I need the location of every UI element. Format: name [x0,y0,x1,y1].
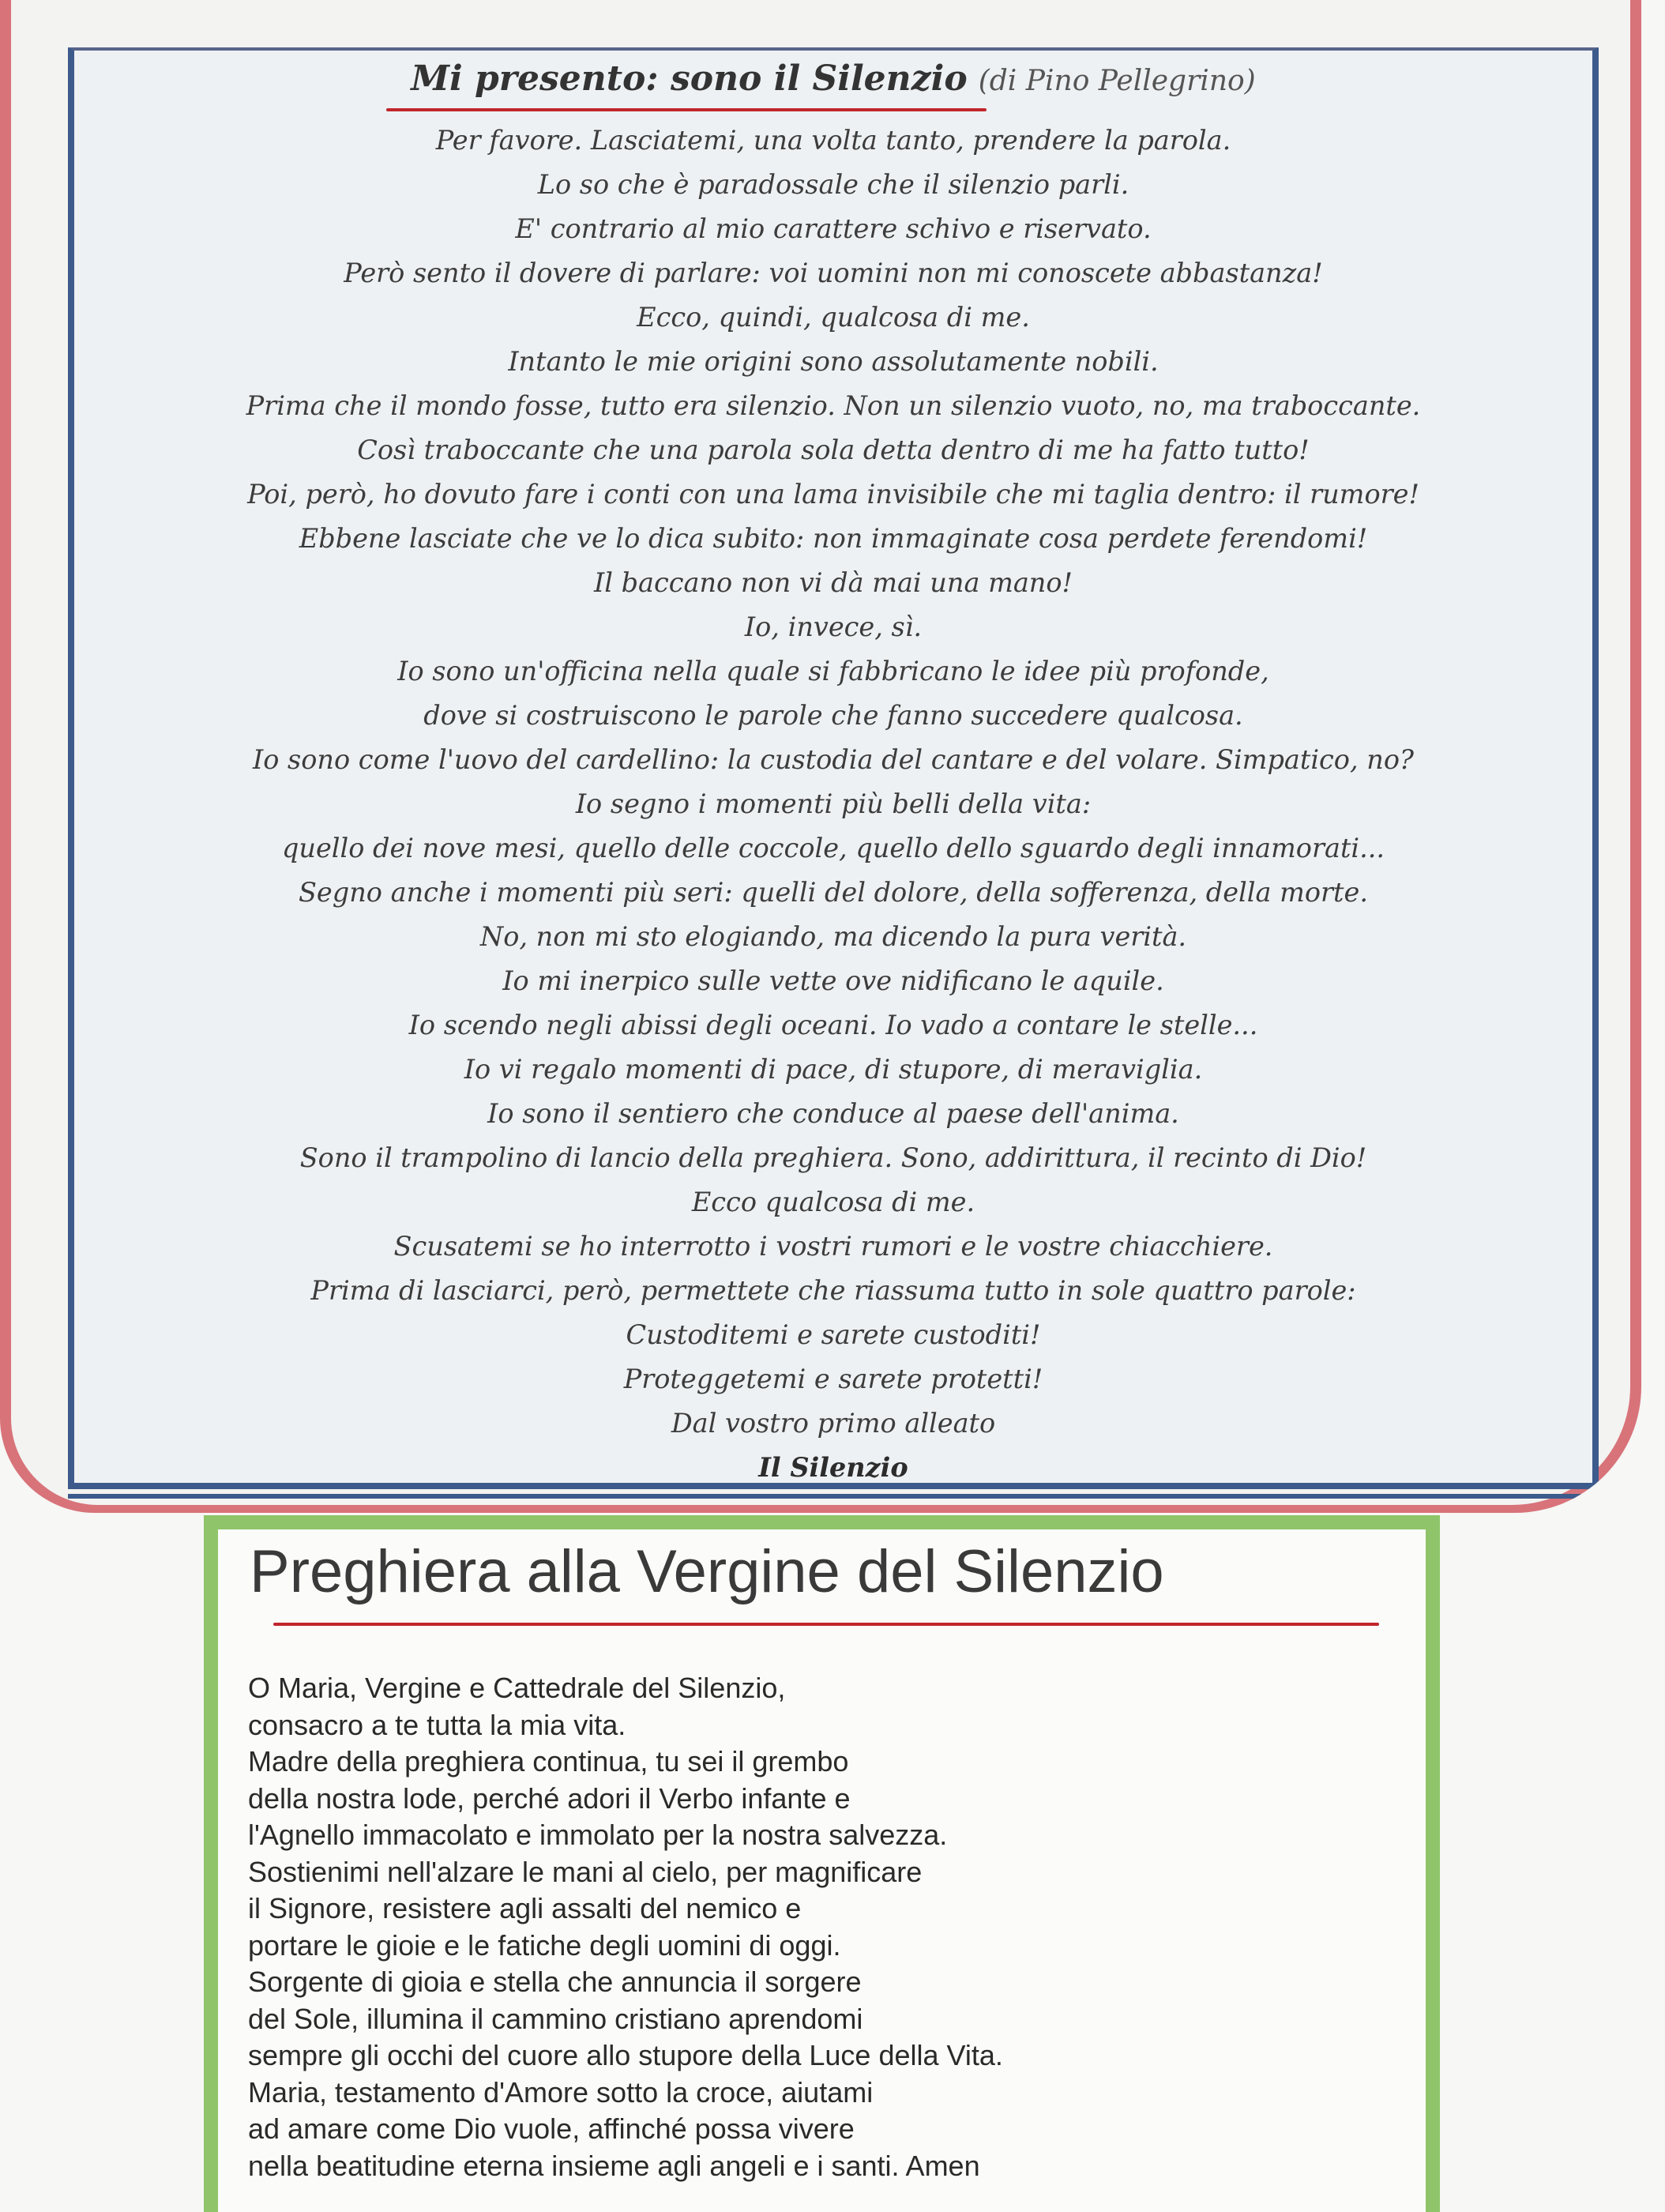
poem-line: Proteggetemi e sarete protetti! [623,1364,1043,1394]
poem-line: Prima di lasciarci, però, permettete che riassuma tutto in sole quattro parole: [310,1275,1356,1306]
prayer-line: del Sole, illumina il cammino cristiano aprendomi [248,2002,863,2035]
poem-line: Io sono come l'uovo del cardellino: la custodia del cantare e del volare. Simpatico, no? [253,744,1414,775]
prayer-line: Sorgente di gioia e stella che annuncia il sorgere [248,1966,862,1998]
poem-line: Scusatemi se ho interrotto i vostri rumori e le vostre chiacchiere. [393,1231,1273,1262]
poem-title-row [74,58,1592,99]
prayer-lines [248,1670,1003,2184]
poem-line: Custoditemi e sarete custoditi! [626,1319,1041,1350]
poem-line: Io, invece, sì. [744,611,923,642]
poem-line: Segno anche i momenti più seri: quelli del dolore, della sofferenza, della morte. [298,877,1368,908]
prayer-line: nella beatitudine eterna insieme agli angeli e i santi. Amen [248,2149,980,2182]
prayer-line: consacro a te tutta la mia vita. [248,1708,626,1741]
prayer-line: ad amare come Dio vuole, affinché possa vivere [248,2112,855,2145]
prayer-line: della nostra lode, perché adori il Verbo infante e [248,1781,851,1815]
prayer-line: Madre della preghiera continua, tu sei il grembo [248,1745,849,1778]
prayer-line: Maria, testamento d'Amore sotto la croce, aiutami [248,2075,874,2109]
poem-line: Dal vostro primo alleato [671,1408,996,1439]
poem-line: Io segno i momenti più belli della vita: [575,788,1092,819]
poem-line: quello dei nove mesi, quello delle coccole, quello dello sguardo degli innamorati... [281,833,1385,863]
poem-line: Io mi inerpico sulle vette ove nidificano le aquile. [502,965,1164,996]
prayer-title-underline [273,1623,1379,1626]
poem-line: Io sono il sentiero che conduce al paese dell'anima. [487,1098,1179,1129]
poem-line: Ecco, quindi, qualcosa di me. [637,302,1030,333]
prayer-card [204,1515,1440,2212]
poem-line: Sono il trampolino di lancio della preghiera. Sono, addirittura, il recinto di Dio! [299,1142,1367,1173]
prayer-line: Sostienimi nell'alzare le mani al cielo, per magnificare [248,1855,923,1888]
prayer-line: portare le gioie e le fatiche degli uomini di oggi. [248,1928,841,1962]
poem-title: Mi presento: sono il Silenzio [411,58,968,99]
poem-line: No, non mi sto elogiando, ma dicendo la pura verità. [479,921,1187,952]
poem-signature: Il Silenzio [758,1452,908,1483]
prayer-panel [218,1529,1426,2212]
poem-line: Lo so che è paradossale che il silenzio parli. [537,169,1129,200]
prayer-line: O Maria, Vergine e Cattedrale del Silenzio, [248,1672,786,1704]
prayer-line: il Signore, resistere agli assalti del nemico e [248,1892,802,1924]
prayer-line: l'Agnello immacolato e immolato per la nostra salvezza. [248,1819,948,1851]
poem-frame [68,47,1599,1489]
prayer-line: sempre gli occhi del cuore allo stupore della Luce della Vita. [248,2039,1003,2071]
poem-lines [74,118,1592,1490]
poem-author: (di Pino Pellegrino) [978,65,1256,97]
prayer-title: Preghiera alla Vergine del Silenzio [250,1538,1164,1605]
poem-line: dove si costruiscono le parole che fanno succedere qualcosa. [423,700,1243,731]
poem-line: Prima che il mondo fosse, tutto era silenzio. Non un silenzio vuoto, no, ma traboccante. [246,390,1421,421]
poem-line: Io scendo negli abissi degli oceani. Io vado a contare le stelle... [408,1010,1258,1040]
poem-line: Il baccano non vi dà mai una mano! [593,567,1073,598]
poem-line: E' contrario al mio carattere schivo e riservato. [515,213,1152,244]
poem-line: Poi, però, ho dovuto fare i conti con una lama invisibile che mi taglia dentro: il rumore! [247,479,1419,510]
poem-line: Ecco qualcosa di me. [691,1187,975,1217]
poem-line: Così traboccante che una parola sola detta dentro di me ha fatto tutto! [357,434,1310,465]
poem-line: Ebbene lasciate che ve lo dica subito: non immaginate cosa perdete ferendomi! [299,523,1368,554]
poem-line: Io vi regalo momenti di pace, di stupore, di meraviglia. [464,1054,1203,1085]
poem-line: Intanto le mie origini sono assolutamente nobili. [508,346,1159,377]
poem-line: Però sento il dovere di parlare: voi uomini non mi conoscete abbastanza! [344,258,1323,288]
poem-line: Io sono un'officina nella quale si fabbricano le idee più profonde, [397,656,1269,687]
poem-line: Per favore. Lasciatemi, una volta tanto, prendere la parola. [435,125,1231,156]
poem-title-underline [386,108,987,111]
